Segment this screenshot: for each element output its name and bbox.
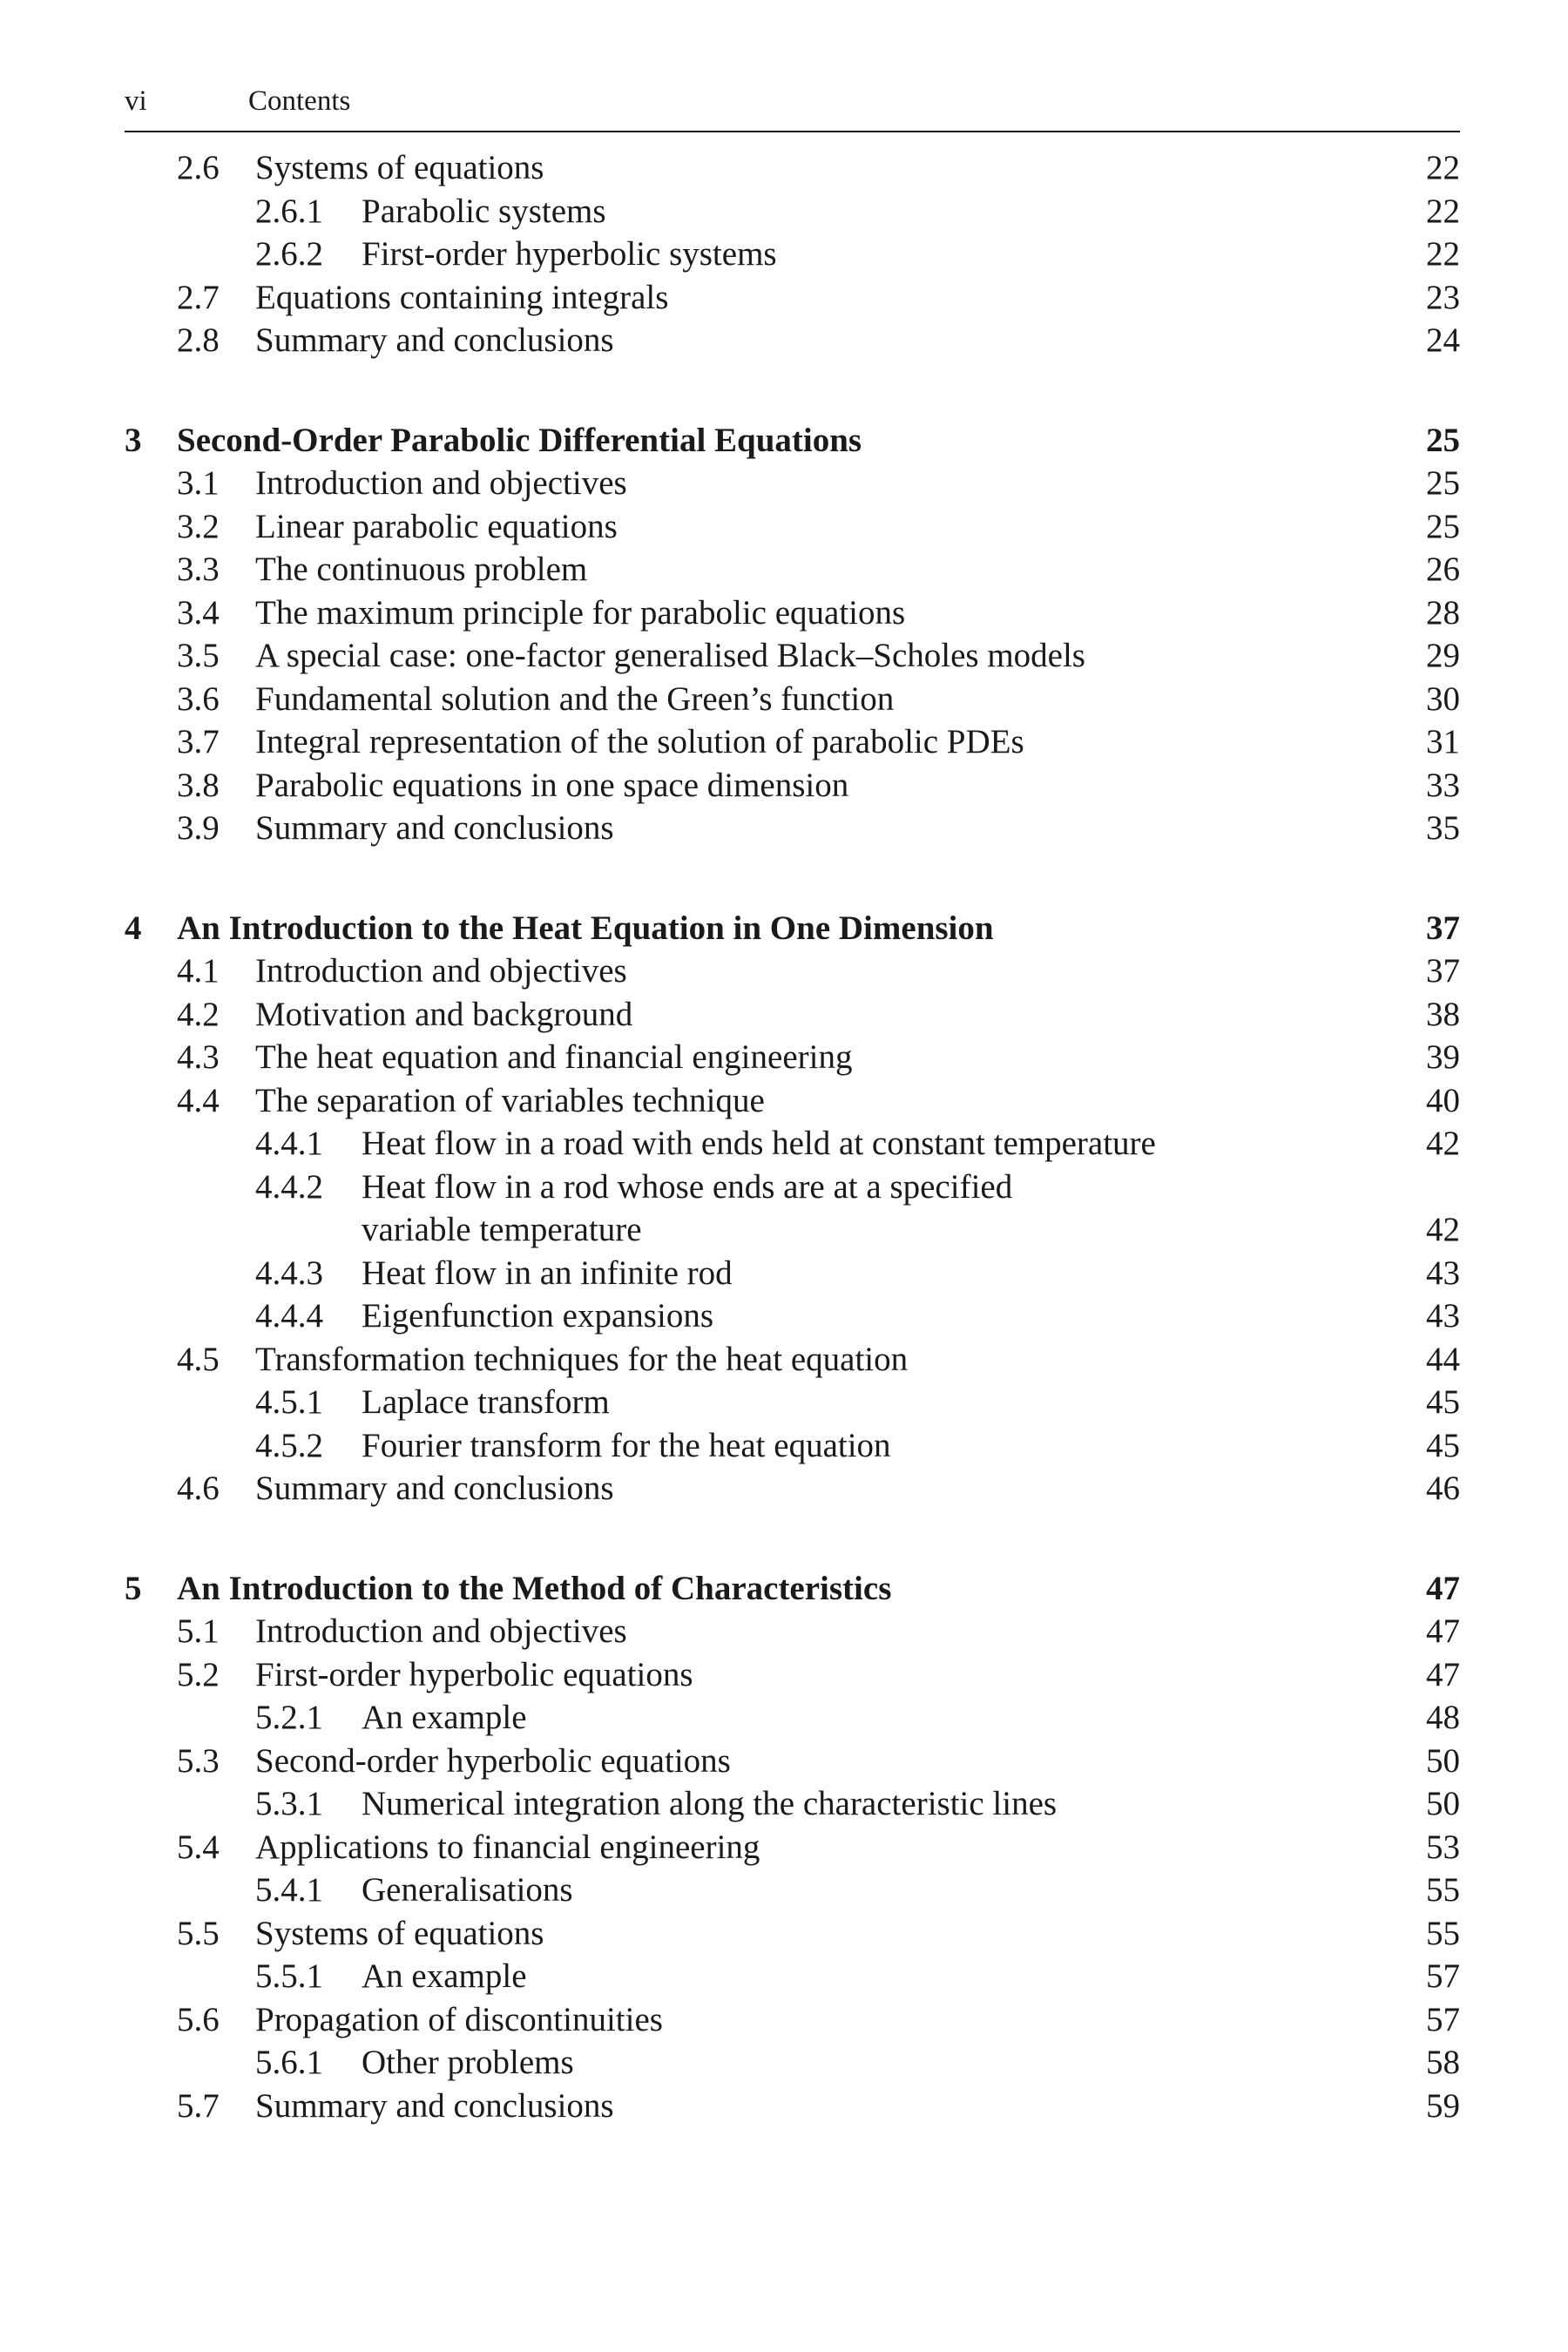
toc-entry-title: Transformation techniques for the heat equation: [255, 1340, 909, 1378]
toc-entry-number: 3.5: [177, 637, 220, 674]
toc-subsection-row: [125, 1696, 1460, 1740]
toc-entry-title: variable temperature: [362, 1211, 642, 1248]
toc-entry-number: 3.2: [177, 507, 220, 545]
toc-entry-number: 4.4.3: [255, 1254, 323, 1292]
toc-entry-page: 45: [1426, 1426, 1460, 1464]
toc-section-row: [125, 1467, 1460, 1511]
toc-entry-page: 23: [1426, 278, 1460, 316]
toc-section-row: [125, 993, 1460, 1037]
toc-subsection-row: [125, 1252, 1460, 1295]
toc-entry-number: 4.4: [177, 1081, 220, 1119]
toc-entry-number: 3.7: [177, 723, 220, 760]
toc-section-row: [125, 950, 1460, 993]
toc-entry-title: Introduction and objectives: [255, 464, 627, 502]
toc-subsection-row: [125, 1122, 1460, 1166]
toc-entry-title: Fundamental solution and the Green’s function: [255, 679, 895, 718]
toc-entry-page: 57: [1426, 2000, 1460, 2038]
toc-section-row: [125, 764, 1460, 808]
toc-entry-title: An Introduction to the Heat Equation in One Dimension: [177, 909, 994, 947]
toc-section-row: [125, 276, 1460, 320]
toc-entry-number: 4.4.1: [255, 1125, 323, 1162]
toc-section-row: [125, 634, 1460, 678]
toc-section-row: [125, 1998, 1460, 2042]
toc-section-row: [125, 146, 1460, 190]
toc-section-row: [125, 1338, 1460, 1382]
toc-entry-title: An Introduction to the Method of Characteristics: [177, 1569, 892, 1607]
toc-entry-page: 42: [1426, 1125, 1460, 1162]
toc-entry-title: Summary and conclusions: [255, 809, 614, 847]
toc-entry-page: 53: [1426, 1828, 1460, 1866]
toc-entry-page: 25: [1426, 507, 1460, 545]
toc-entry-number: 3.8: [177, 766, 220, 804]
toc-entry-title: Heat flow in an infinite rod: [362, 1254, 733, 1292]
toc-entry-page: 26: [1426, 551, 1460, 588]
toc-entry-number: 3: [125, 421, 142, 459]
toc-subsection-row: [125, 1955, 1460, 1998]
toc-subsection-row: [125, 2041, 1460, 2085]
toc-subsection-row: [125, 190, 1460, 233]
toc-entry-page: 25: [1426, 421, 1460, 459]
toc-subsection-row: [125, 1166, 1460, 1209]
toc-entry-number: 4: [125, 909, 142, 947]
toc-entry-title: Systems of equations: [255, 1914, 544, 1952]
toc-entry-title: The maximum principle for parabolic equations: [255, 593, 906, 632]
toc-entry-page: 22: [1426, 192, 1460, 230]
toc-entry-page: 50: [1426, 1785, 1460, 1822]
toc-entry-page: 37: [1426, 909, 1460, 947]
toc-entry-title: The continuous problem: [255, 551, 588, 588]
toc-entry-title: Parabolic equations in one space dimension: [255, 766, 849, 804]
toc-entry-number: 3.9: [177, 809, 220, 847]
toc-entry-number: 4.5.2: [255, 1426, 323, 1464]
page-number: vi: [125, 85, 147, 117]
toc-entry-page: 29: [1426, 637, 1460, 674]
toc-chapter-row: [125, 419, 1460, 463]
toc-entry-number: 2.7: [177, 278, 220, 316]
toc-entry-page: 50: [1426, 1741, 1460, 1780]
toc-subsection-row: [125, 1869, 1460, 1912]
toc-entry-title: Other problems: [362, 2044, 574, 2081]
toc-subsection-row: [125, 1424, 1460, 1468]
toc-entry-number: 5.2.1: [255, 1699, 323, 1736]
toc-entry-page: 35: [1426, 809, 1460, 847]
toc-entry-title: A special case: one-factor generalised Black–Scholes models: [255, 637, 1085, 674]
toc-entry-page: 31: [1426, 723, 1460, 760]
toc-entry-number: 3.3: [177, 551, 220, 588]
toc-entry-title: Applications to financial engineering: [255, 1828, 760, 1866]
toc-entry-number: 4.5: [177, 1340, 220, 1378]
toc-entry-page: 38: [1426, 995, 1460, 1033]
toc-entry-number: 5.3.1: [255, 1785, 323, 1822]
toc-entry-number: 2.6: [177, 149, 220, 186]
toc-entry-page: 55: [1426, 1914, 1460, 1952]
toc-entry-title: An example: [362, 1699, 527, 1736]
toc-entry-page: 43: [1426, 1297, 1460, 1335]
toc-entry-number: 4.5.1: [255, 1383, 323, 1421]
toc-entry-title: Summary and conclusions: [255, 1470, 614, 1507]
toc-entry-number: 4.4.2: [255, 1167, 323, 1206]
toc-entry-page: 44: [1426, 1340, 1460, 1378]
toc-entry-number: 4.6: [177, 1470, 220, 1507]
toc-entry-title: Generalisations: [362, 1871, 573, 1909]
toc-entry-title: Numerical integration along the characteristic lines: [362, 1785, 1058, 1822]
toc-entry-title: Second-order hyperbolic equations: [255, 1741, 731, 1780]
toc-entry-title: Heat flow in a road with ends held at constant temperature: [362, 1125, 1156, 1162]
toc-entry-page: 24: [1426, 321, 1460, 359]
toc-section-row: [125, 462, 1460, 505]
toc-entry-page: 37: [1426, 952, 1460, 990]
toc-section-row: [125, 1912, 1460, 1956]
running-title: Contents: [248, 85, 351, 117]
toc-subsection-row: [125, 1208, 1460, 1252]
toc-section-row: [125, 807, 1460, 850]
toc-entry-number: 5.1: [177, 1612, 220, 1650]
toc-section-row: [125, 1740, 1460, 1783]
toc-section-row: [125, 1826, 1460, 1869]
toc-entry-title: An example: [362, 1957, 527, 1995]
toc-entry-page: 45: [1426, 1383, 1460, 1421]
toc-section-row: [125, 319, 1460, 362]
toc-section-row: [125, 2085, 1460, 2128]
toc-entry-title: Eigenfunction expansions: [362, 1297, 713, 1335]
toc-entry-title: Propagation of discontinuities: [255, 2000, 663, 2038]
toc-entry-title: Systems of equations: [255, 149, 544, 186]
toc-entry-page: 55: [1426, 1871, 1460, 1909]
toc-section-row: [125, 1653, 1460, 1697]
toc-entry-page: 47: [1426, 1569, 1460, 1607]
toc-entry-number: 4.4.4: [255, 1297, 323, 1335]
toc-entry-number: 5: [125, 1569, 142, 1607]
toc-entry-number: 4.2: [177, 995, 220, 1033]
toc-section-row: [125, 591, 1460, 635]
toc-entry-page: 59: [1426, 2086, 1460, 2125]
toc-section-row: [125, 1036, 1460, 1079]
toc-subsection-row: [125, 1294, 1460, 1338]
toc-entry-page: 39: [1426, 1038, 1460, 1076]
toc-entry-title: Introduction and objectives: [255, 1612, 627, 1650]
toc-entry-title: Second-Order Parabolic Differential Equations: [177, 421, 862, 459]
toc-entry-number: 4.3: [177, 1038, 220, 1076]
toc-entry-title: Linear parabolic equations: [255, 507, 618, 545]
toc-entry-number: 5.6.1: [255, 2044, 323, 2081]
toc-entry-number: 2.8: [177, 321, 220, 359]
toc-section-row: [125, 505, 1460, 549]
toc-entry-number: 3.6: [177, 679, 220, 718]
toc-entry-page: 33: [1426, 766, 1460, 804]
toc-section-row: [125, 548, 1460, 591]
toc-entry-number: 5.5.1: [255, 1957, 323, 1995]
running-header: [125, 85, 1460, 132]
toc-entry-number: 5.4.1: [255, 1871, 323, 1909]
toc-entry-number: 4.1: [177, 952, 220, 990]
toc-entry-title: Introduction and objectives: [255, 952, 627, 990]
toc-entry-number: 5.2: [177, 1655, 220, 1693]
toc-entry-number: 2.6.1: [255, 192, 323, 230]
toc-entry-number: 3.1: [177, 464, 220, 502]
toc-entry-page: 47: [1426, 1612, 1460, 1650]
toc-entry-page: 25: [1426, 464, 1460, 502]
toc-entry-page: 58: [1426, 2044, 1460, 2081]
toc-entry-page: 43: [1426, 1254, 1460, 1292]
toc-entry-number: 5.5: [177, 1914, 220, 1952]
toc-entry-title: Motivation and background: [255, 995, 633, 1033]
toc-section-row: [125, 720, 1460, 764]
toc-entry-title: Summary and conclusions: [255, 321, 614, 359]
toc-entry-number: 5.4: [177, 1828, 220, 1866]
toc-entry-title: First-order hyperbolic systems: [362, 235, 777, 273]
toc-entry-page: 40: [1426, 1081, 1460, 1119]
toc-section-row: [125, 1079, 1460, 1123]
toc-entry-page: 22: [1426, 149, 1460, 186]
toc-chapter-row: [125, 1567, 1460, 1611]
toc-entry-page: 28: [1426, 593, 1460, 632]
toc-entry-title: Parabolic systems: [362, 192, 606, 230]
toc-section-row: [125, 1610, 1460, 1653]
toc-entry-page: 48: [1426, 1699, 1460, 1736]
toc-entry-number: 5.3: [177, 1741, 220, 1780]
toc-entry-title: The separation of variables technique: [255, 1081, 765, 1119]
toc-entry-title: Equations containing integrals: [255, 278, 669, 316]
toc-entry-number: 2.6.2: [255, 235, 323, 273]
toc-entry-page: 46: [1426, 1470, 1460, 1507]
toc-entry-number: 5.6: [177, 2000, 220, 2038]
toc-entry-number: 3.4: [177, 593, 220, 632]
toc-entry-page: 47: [1426, 1655, 1460, 1693]
toc-entry-title: The heat equation and financial engineering: [255, 1038, 853, 1076]
table-of-contents: [125, 146, 1460, 2127]
toc-subsection-row: [125, 1782, 1460, 1826]
toc-entry-page: 57: [1426, 1957, 1460, 1995]
toc-entry-page: 42: [1426, 1211, 1460, 1248]
toc-entry-title: Integral representation of the solution of parabolic PDEs: [255, 723, 1024, 760]
toc-entry-page: 22: [1426, 235, 1460, 273]
toc-section-row: [125, 678, 1460, 721]
toc-entry-page: 30: [1426, 679, 1460, 718]
toc-entry-title: Laplace transform: [362, 1383, 610, 1421]
toc-entry-number: 5.7: [177, 2086, 220, 2125]
toc-entry-title: First-order hyperbolic equations: [255, 1655, 693, 1693]
toc-subsection-row: [125, 233, 1460, 276]
toc-chapter-row: [125, 907, 1460, 950]
toc-subsection-row: [125, 1381, 1460, 1424]
toc-entry-title: Heat flow in a rod whose ends are at a specified: [362, 1167, 1013, 1206]
toc-entry-title: Summary and conclusions: [255, 2086, 614, 2125]
toc-entry-title: Fourier transform for the heat equation: [362, 1426, 891, 1464]
